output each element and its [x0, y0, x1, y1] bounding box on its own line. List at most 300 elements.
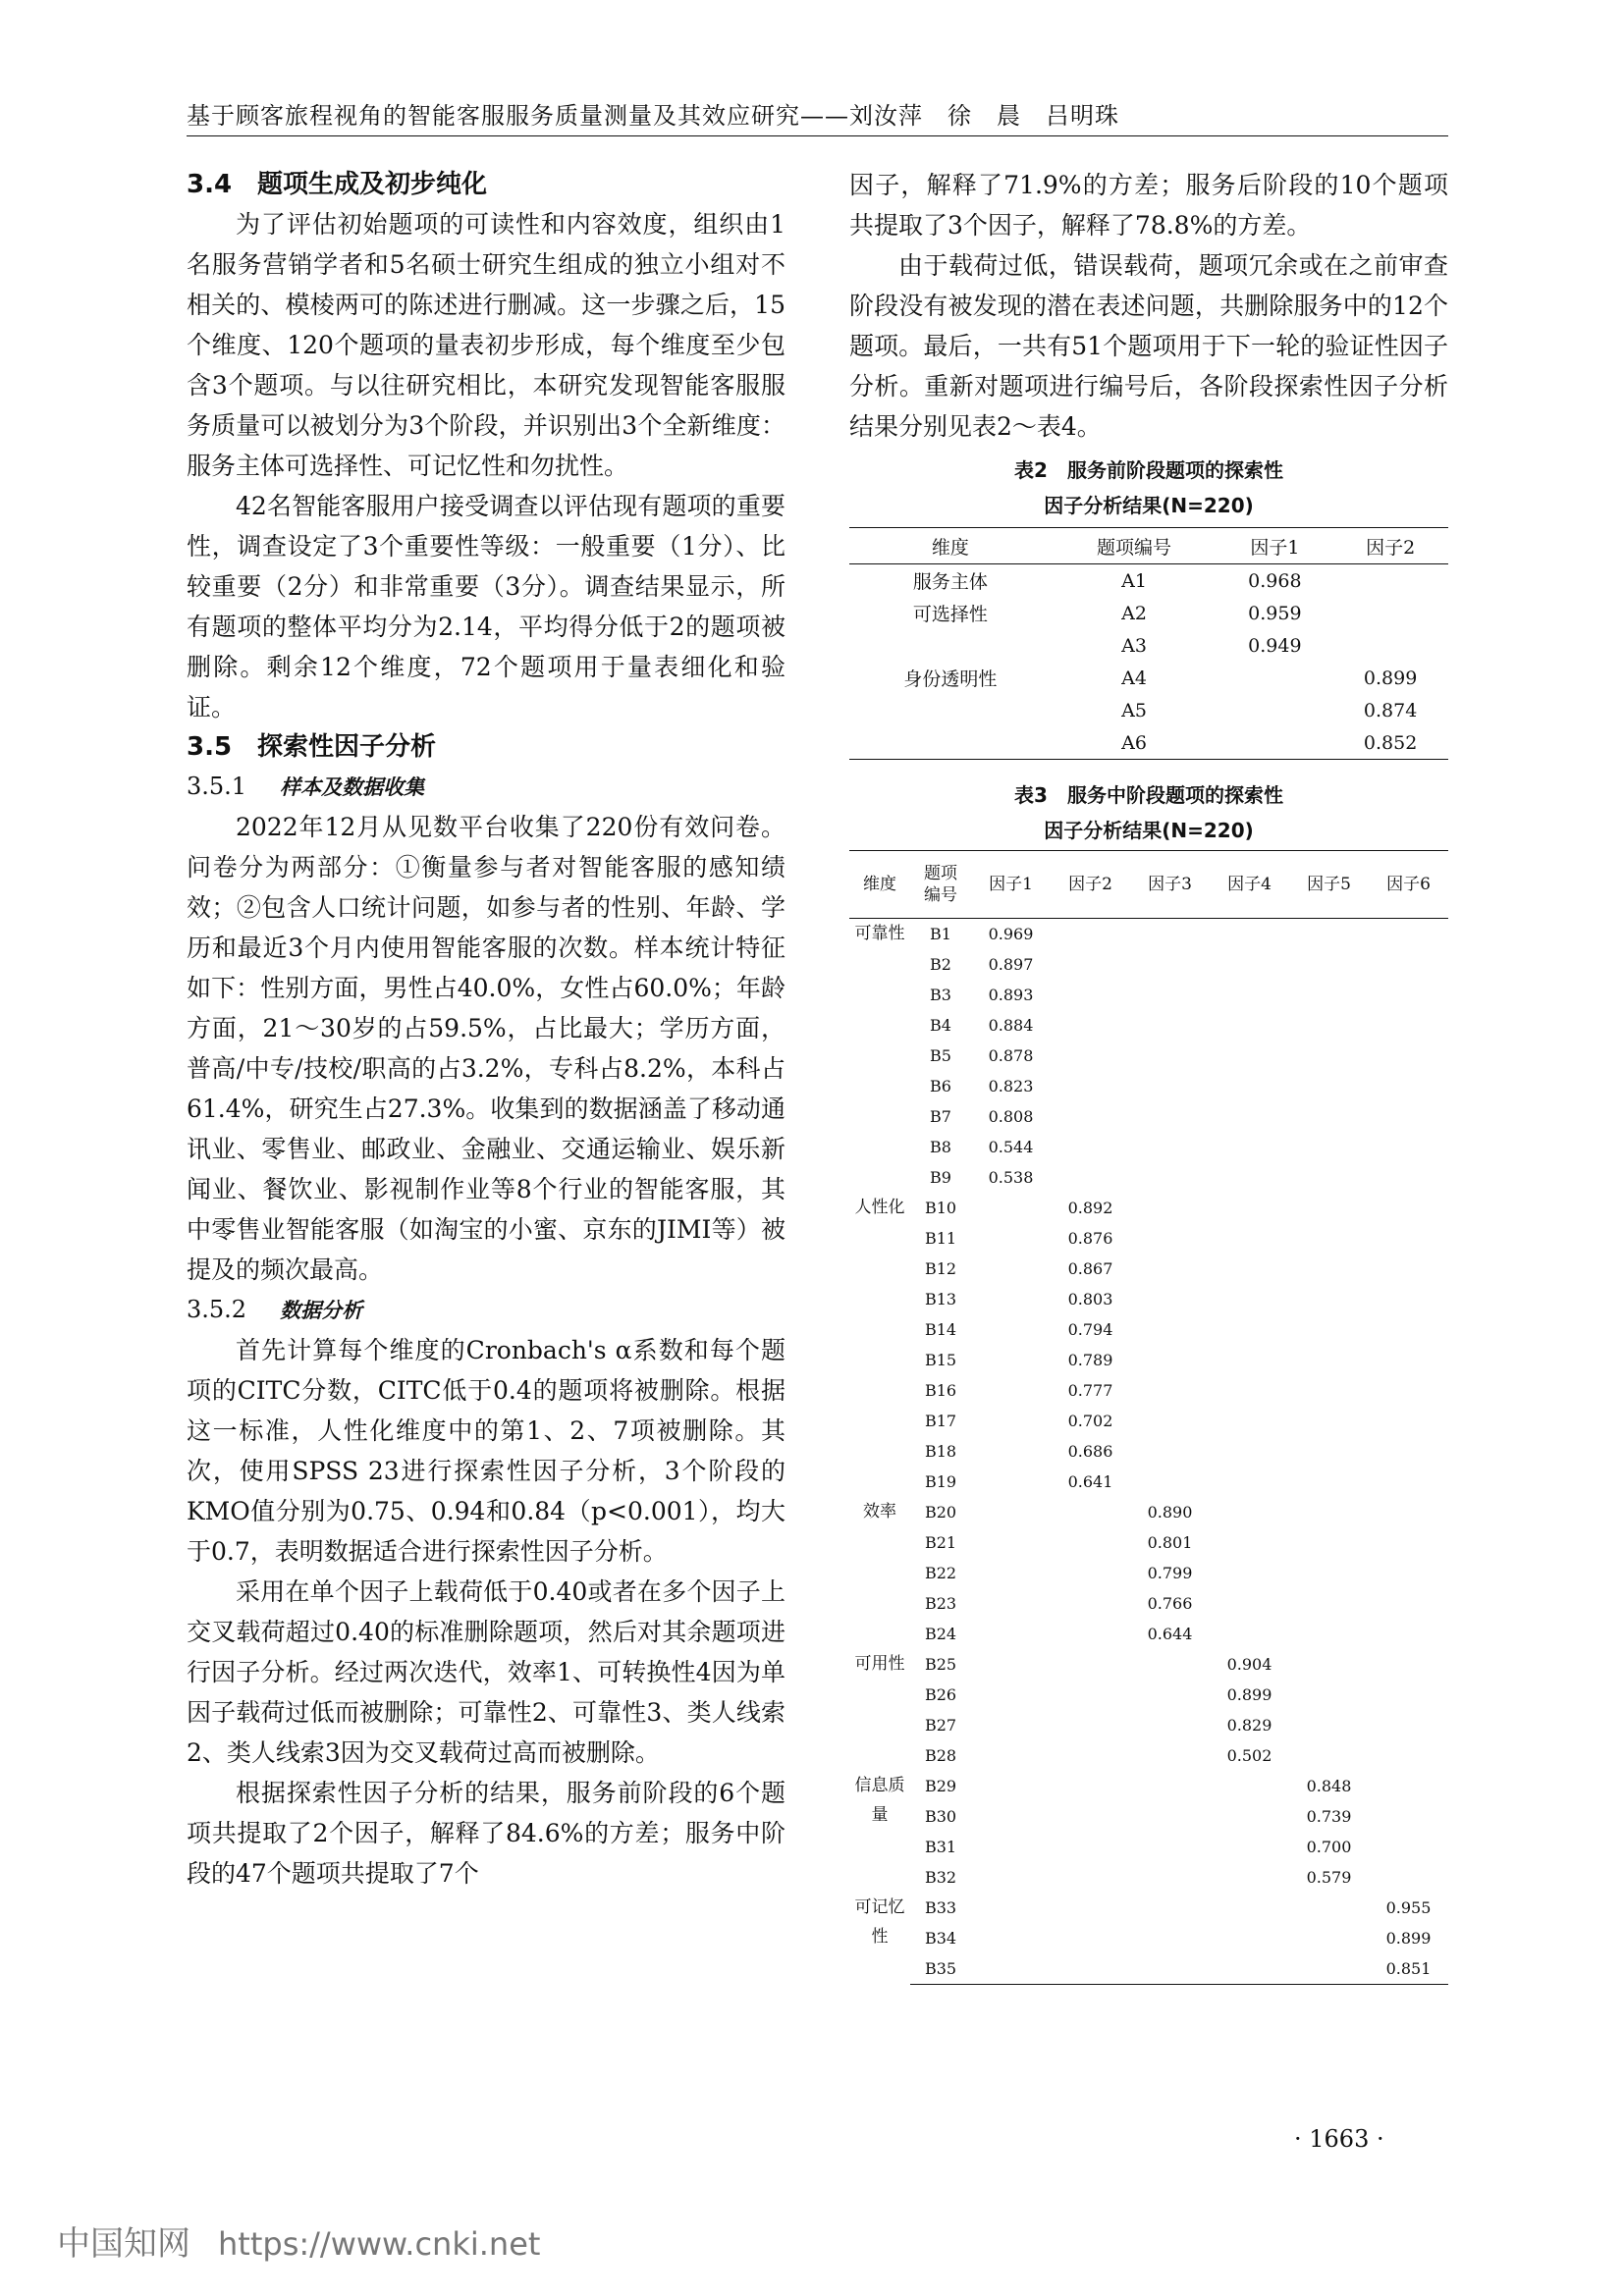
- loading-cell: [1051, 1010, 1130, 1041]
- loading-cell: 0.884: [988, 1016, 1034, 1035]
- loading-cell: 0.686: [1067, 1442, 1113, 1461]
- item-id-cell: B20: [924, 1503, 957, 1522]
- loading-cell: 0.876: [1067, 1229, 1113, 1248]
- loading-cell: [1130, 919, 1210, 950]
- loading-cell: [1210, 1953, 1289, 1985]
- loading-cell: [1289, 1740, 1369, 1771]
- item-id-cell: B8: [930, 1138, 951, 1156]
- column-header: 题项编号: [910, 851, 971, 919]
- loading-cell: [1130, 1223, 1210, 1254]
- loading-cell: 0.890: [1147, 1503, 1193, 1522]
- loading-cell: [1289, 1619, 1369, 1649]
- loading-cell: [971, 1619, 1051, 1649]
- table-3-body: [849, 919, 1448, 1985]
- loading-cell: [1130, 1771, 1210, 1801]
- table-row: [849, 1284, 1448, 1314]
- loading-cell: 0.867: [1067, 1259, 1113, 1278]
- table-row: [849, 629, 1448, 662]
- loading-cell: [1210, 1771, 1289, 1801]
- column-header: 因子2: [1332, 528, 1448, 564]
- loading-cell: [1369, 1193, 1448, 1223]
- loading-cell: 0.801: [1147, 1533, 1193, 1552]
- item-id-cell: B5: [930, 1046, 951, 1065]
- footer-watermark: [57, 2216, 540, 2265]
- loading-cell: [1130, 1923, 1210, 1953]
- dimension-cell: 信息质量: [854, 1776, 905, 1825]
- item-id-cell: B30: [924, 1807, 957, 1826]
- paragraph: 42名智能客服用户接受调查以评估现有题项的重要性，调查设定了3个重要性等级：一般重要（1分）、比较重要（2分）和非常重要（3分）。调查结果显示，所有题项的整体平均分为2.14，平均得分低于2的题项被删除。剩余12个维度，72个题项用于量表细化和验证。: [187, 492, 785, 721]
- loading-cell: [971, 1406, 1051, 1436]
- loading-cell: [1289, 1467, 1369, 1497]
- loading-cell: [971, 1740, 1051, 1771]
- dimension-cell: 人性化: [854, 1198, 905, 1217]
- loading-cell: 0.808: [988, 1107, 1034, 1126]
- loading-cell: [971, 1193, 1051, 1223]
- loading-cell: [1369, 1801, 1448, 1832]
- loading-cell: [1210, 949, 1289, 980]
- table-cell: A4: [1121, 667, 1147, 689]
- table-cell: 可选择性: [912, 604, 988, 625]
- loading-cell: [1210, 1801, 1289, 1832]
- loading-cell: [1210, 980, 1289, 1010]
- loading-cell: 0.700: [1306, 1838, 1352, 1856]
- loading-cell: [1289, 1406, 1369, 1436]
- loading-cell: [971, 1436, 1051, 1467]
- table-cell: A5: [1121, 699, 1147, 721]
- subsection-number: 3.5.2: [187, 1296, 247, 1323]
- table-row: [849, 726, 1448, 760]
- loading-cell: 0.899: [1226, 1685, 1272, 1704]
- item-id-cell: B17: [924, 1412, 957, 1430]
- item-id-cell: B19: [924, 1472, 957, 1491]
- table-cell: A3: [1121, 634, 1147, 657]
- item-id-cell: B9: [930, 1168, 951, 1187]
- table-row: [849, 1771, 1448, 1801]
- loading-cell: [1051, 1710, 1130, 1740]
- loading-cell: [1210, 1345, 1289, 1375]
- loading-cell: [1210, 1162, 1289, 1193]
- running-head-title: 基于顾客旅程视角的智能客服服务质量测量及其效应研究——刘汝萍 徐 晨 吕明珠: [187, 102, 1119, 130]
- loading-cell: [1289, 980, 1369, 1010]
- loading-cell: [1130, 1132, 1210, 1162]
- table-row: [849, 1953, 1448, 1985]
- loading-cell: [1210, 919, 1289, 950]
- loading-cell: [1369, 1101, 1448, 1132]
- loading-cell: [1369, 1619, 1448, 1649]
- loading-cell: [1210, 1223, 1289, 1254]
- table-row: [849, 980, 1448, 1010]
- table-row: [849, 1375, 1448, 1406]
- loading-cell: [1369, 1314, 1448, 1345]
- loading-cell: [1210, 1193, 1289, 1223]
- table-2-grid: [849, 527, 1448, 760]
- loading-cell: [1289, 949, 1369, 980]
- loading-cell: [971, 1801, 1051, 1832]
- loading-cell: [1130, 1953, 1210, 1985]
- column-header: 维度: [849, 851, 910, 919]
- loading-cell: [1130, 1071, 1210, 1101]
- item-id-cell: B28: [924, 1746, 957, 1765]
- loading-cell: [1369, 1649, 1448, 1680]
- footer-url: https://www.cnki.net: [218, 2225, 541, 2263]
- loading-cell: 0.579: [1306, 1868, 1352, 1887]
- item-id-cell: B35: [910, 1953, 971, 1985]
- loading-cell: [1289, 1923, 1369, 1953]
- loading-cell: [1210, 1010, 1289, 1041]
- loading-cell: [971, 1223, 1051, 1254]
- item-id-cell: B15: [924, 1351, 957, 1369]
- loading-cell: 0.794: [1067, 1320, 1113, 1339]
- table-row: [849, 1071, 1448, 1101]
- item-id-cell: B11: [924, 1229, 957, 1248]
- loading-cell: [1369, 1680, 1448, 1710]
- table-cell: [849, 726, 1052, 760]
- loading-cell: [1289, 1680, 1369, 1710]
- column-header: 因子2: [1051, 851, 1130, 919]
- loading-cell: 0.892: [1067, 1199, 1113, 1217]
- column-header: 因子1: [1217, 528, 1332, 564]
- table-cell: 服务主体: [912, 571, 988, 593]
- item-id-cell: B6: [930, 1077, 951, 1095]
- loading-cell: [1369, 1071, 1448, 1101]
- loading-cell: [971, 1558, 1051, 1588]
- loading-cell: [1289, 1223, 1369, 1254]
- table-cell: [1332, 564, 1448, 598]
- table-2: [849, 453, 1448, 760]
- loading-cell: [1051, 1680, 1130, 1710]
- table-row: [849, 1588, 1448, 1619]
- loading-cell: [1210, 1254, 1289, 1284]
- loading-cell: [1369, 1254, 1448, 1284]
- column-header: 维度: [849, 528, 1052, 564]
- table-row: [849, 1132, 1448, 1162]
- table-row: [849, 662, 1448, 694]
- loading-cell: [1369, 1436, 1448, 1467]
- loading-cell: [1210, 1101, 1289, 1132]
- subsection-title: 样本及数据收集: [280, 774, 425, 799]
- loading-cell: [1051, 1588, 1130, 1619]
- loading-cell: [1210, 1497, 1289, 1527]
- loading-cell: [1369, 1740, 1448, 1771]
- table-row: [849, 694, 1448, 726]
- loading-cell: [1369, 1345, 1448, 1375]
- table-row: [849, 1893, 1448, 1923]
- item-id-cell: B31: [924, 1838, 957, 1856]
- table-row: [849, 1193, 1448, 1223]
- loading-cell: [1369, 1010, 1448, 1041]
- table-row: [849, 1832, 1448, 1862]
- loading-cell: [1130, 1406, 1210, 1436]
- item-id-cell: B21: [924, 1533, 957, 1552]
- loading-cell: [1210, 1375, 1289, 1406]
- loading-cell: [1130, 949, 1210, 980]
- loading-cell: [1369, 1710, 1448, 1740]
- loading-cell: [1289, 1314, 1369, 1345]
- loading-cell: [1369, 1527, 1448, 1558]
- loading-cell: [1130, 1375, 1210, 1406]
- table-cell: [1217, 694, 1332, 726]
- loading-cell: [1289, 1497, 1369, 1527]
- column-header: 因子5: [1289, 851, 1369, 919]
- loading-cell: [971, 1527, 1051, 1558]
- loading-cell: [1289, 1893, 1369, 1923]
- loading-cell: 0.893: [988, 986, 1034, 1004]
- loading-cell: [1130, 1893, 1210, 1923]
- loading-cell: [1210, 1071, 1289, 1101]
- loading-cell: [1369, 980, 1448, 1010]
- loading-cell: [1289, 1101, 1369, 1132]
- loading-cell: [1130, 1041, 1210, 1071]
- table-cell: [849, 629, 1052, 662]
- section-3-4-heading: 3.4 题项生成及初步纯化: [187, 170, 488, 199]
- loading-cell: [1210, 1862, 1289, 1893]
- loading-cell: 0.538: [988, 1168, 1034, 1187]
- loading-cell: [1369, 919, 1448, 950]
- loading-cell: [1130, 980, 1210, 1010]
- loading-cell: [1210, 1893, 1289, 1923]
- loading-cell: [1051, 1893, 1130, 1923]
- table-row: [849, 1527, 1448, 1558]
- loading-cell: 0.899: [1385, 1929, 1432, 1948]
- loading-cell: [1130, 1101, 1210, 1132]
- loading-cell: [1210, 1832, 1289, 1862]
- loading-cell: [971, 1710, 1051, 1740]
- table-cell: 身份透明性: [903, 668, 998, 690]
- table-row: [849, 1254, 1448, 1284]
- table-row: [849, 1558, 1448, 1588]
- loading-cell: 0.739: [1306, 1807, 1352, 1826]
- table-row: [849, 564, 1448, 598]
- table-row: [849, 1649, 1448, 1680]
- table-cell: 0.949: [1248, 634, 1302, 657]
- loading-cell: [1051, 1071, 1130, 1101]
- item-id-cell: B32: [924, 1868, 957, 1887]
- loading-cell: [1051, 1740, 1130, 1771]
- item-id-cell: B25: [924, 1655, 957, 1674]
- loading-cell: [1130, 1436, 1210, 1467]
- loading-cell: 0.803: [1067, 1290, 1113, 1308]
- loading-cell: [1051, 1801, 1130, 1832]
- paragraph: 采用在单个因子上载荷低于0.40或者在多个因子上交叉载荷超过0.40的标准删除题项，然后对其余题项进行因子分析。经过两次迭代，效率1、可转换性4因为单因子载荷过低而被删除；可靠性2、可靠性3、类人线索2、类人线索3因为交叉载荷过高而被删除。: [187, 1577, 785, 1767]
- loading-cell: [1130, 1162, 1210, 1193]
- loading-cell: 0.848: [1306, 1777, 1352, 1795]
- loading-cell: [1369, 1832, 1448, 1862]
- paragraph: 2022年12月从见数平台收集了220份有效问卷。问卷分为两部分：①衡量参与者对智能客服的感知绩效；②包含人口统计问题，如参与者的性别、年龄、学历和最近3个月内使用智能客服的次数。样本统计特征如下：性别方面，男性占40.0%，女性占60.0%；年龄方面，21～30岁的占59.5%，占比最大；学历方面，普高/中专/技校/职高的占3.2%，专科占8.2%，本科占61.4%，研究生占27.3%。收集到的数据涵盖了移动通讯业、零售业、邮政业、金融业、交通运输业、娱乐新闻业、餐饮业、影视制作业等8个行业的智能客服，其中零售业智能客服（如淘宝的小蜜、京东的JIMI等）被提及的频次最高。: [187, 813, 785, 1284]
- loading-cell: [1289, 1953, 1369, 1985]
- loading-cell: [1130, 1254, 1210, 1284]
- loading-cell: [1051, 1527, 1130, 1558]
- loading-cell: 0.789: [1067, 1351, 1113, 1369]
- loading-cell: 0.799: [1147, 1564, 1193, 1582]
- loading-cell: [1369, 1588, 1448, 1619]
- loading-cell: [1130, 1680, 1210, 1710]
- loading-cell: 0.904: [1226, 1655, 1272, 1674]
- item-id-cell: B3: [930, 986, 951, 1004]
- table-cell: A2: [1121, 602, 1147, 624]
- loading-cell: [1289, 919, 1369, 950]
- loading-cell: [1051, 980, 1130, 1010]
- loading-cell: [1051, 1953, 1130, 1985]
- loading-cell: 0.766: [1147, 1594, 1193, 1613]
- loading-cell: [1051, 1862, 1130, 1893]
- loading-cell: [1369, 1406, 1448, 1436]
- loading-cell: [1130, 1010, 1210, 1041]
- loading-cell: [971, 1832, 1051, 1862]
- loading-cell: [1210, 1923, 1289, 1953]
- loading-cell: [1130, 1862, 1210, 1893]
- loading-cell: 0.969: [988, 925, 1034, 943]
- loading-cell: [1289, 1436, 1369, 1467]
- item-id-cell: B24: [924, 1625, 957, 1643]
- loading-cell: [1289, 1132, 1369, 1162]
- loading-cell: 0.851: [1369, 1953, 1448, 1985]
- loading-cell: [1289, 1193, 1369, 1223]
- loading-cell: [1130, 1345, 1210, 1375]
- loading-cell: [1369, 1862, 1448, 1893]
- table-row: [849, 1801, 1448, 1832]
- loading-cell: [1210, 1558, 1289, 1588]
- loading-cell: [971, 1588, 1051, 1619]
- page-number: · 1663 ·: [1294, 2125, 1384, 2153]
- loading-cell: [1051, 1101, 1130, 1132]
- loading-cell: [1369, 1771, 1448, 1801]
- loading-cell: [1289, 1527, 1369, 1558]
- table-cell: [849, 694, 1052, 726]
- table-row: [849, 1406, 1448, 1436]
- loading-cell: [1289, 1558, 1369, 1588]
- table-row: [849, 1862, 1448, 1893]
- table-cell: [1332, 629, 1448, 662]
- paragraph: 因子，解释了71.9%的方差；服务后阶段的10个题项共提取了3个因子，解释了78.8%的方差。: [849, 171, 1448, 240]
- loading-cell: [971, 1649, 1051, 1680]
- subsection-title: 数据分析: [280, 1298, 363, 1322]
- loading-cell: [1369, 1558, 1448, 1588]
- loading-cell: [1051, 1497, 1130, 1527]
- item-id-cell: B1: [930, 925, 951, 943]
- paragraph: 为了评估初始题项的可读性和内容效度，组织由1名服务营销学者和5名硕士研究生组成的独立小组对不相关的、模棱两可的陈述进行删减。这一步骤之后，15个维度、120个题项的量表初步形成，每个维度至少包含3个题项。与以往研究相比，本研究发现智能客服服务质量可以被划分为3个阶段，并识别出3个全新维度：服务主体可选择性、可记忆性和勿扰性。: [187, 210, 785, 480]
- loading-cell: 0.897: [988, 955, 1034, 974]
- table-cell: 0.968: [1248, 569, 1302, 592]
- header-rule: [187, 135, 1448, 136]
- item-id-cell: B27: [924, 1716, 957, 1735]
- right-column: [849, 165, 1448, 1985]
- loading-cell: 0.829: [1226, 1716, 1272, 1735]
- footer-brand: 中国知网: [57, 2224, 190, 2264]
- item-id-cell: B29: [924, 1777, 957, 1795]
- table-cell: 0.959: [1248, 602, 1302, 624]
- loading-cell: [1130, 1832, 1210, 1862]
- table-row: [849, 1467, 1448, 1497]
- table-3-grid: [849, 850, 1448, 1985]
- item-id-cell: B14: [924, 1320, 957, 1339]
- table-cell: A1: [1121, 569, 1147, 592]
- loading-cell: [1369, 1223, 1448, 1254]
- item-id-cell: B23: [924, 1594, 957, 1613]
- table-row: [849, 1345, 1448, 1375]
- table-row: [849, 1680, 1448, 1710]
- loading-cell: [1289, 1284, 1369, 1314]
- table-row: [849, 1923, 1448, 1953]
- loading-cell: [971, 1345, 1051, 1375]
- table-row: [849, 1436, 1448, 1467]
- table-cell: [1217, 662, 1332, 694]
- loading-cell: [1369, 1497, 1448, 1527]
- dimension-cell: 效率: [863, 1502, 896, 1522]
- loading-cell: [1210, 1406, 1289, 1436]
- loading-cell: [1051, 1832, 1130, 1862]
- table-3-caption-line1: 表3 服务中阶段题项的探索性: [1014, 783, 1283, 807]
- table-row: [849, 1710, 1448, 1740]
- table-cell: [1332, 597, 1448, 629]
- loading-cell: [1369, 949, 1448, 980]
- table-3-caption-line2: 因子分析结果(N=220): [1044, 819, 1254, 842]
- loading-cell: [1051, 1558, 1130, 1588]
- loading-cell: [1130, 1740, 1210, 1771]
- item-id-cell: B10: [924, 1199, 957, 1217]
- loading-cell: 0.502: [1226, 1746, 1272, 1765]
- loading-cell: [971, 1923, 1051, 1953]
- paragraph: 根据探索性因子分析的结果，服务前阶段的6个题项共提取了2个因子，解释了84.6%的方差；服务中阶段的47个题项共提取了7个: [187, 1779, 785, 1888]
- dimension-cell: 可靠性: [854, 924, 905, 943]
- item-id-cell: B33: [924, 1898, 957, 1917]
- item-id-cell: B34: [924, 1929, 957, 1948]
- loading-cell: 0.823: [988, 1077, 1034, 1095]
- loading-cell: 0.702: [1067, 1412, 1113, 1430]
- loading-cell: [1130, 1284, 1210, 1314]
- table-row: [849, 1497, 1448, 1527]
- item-id-cell: B22: [924, 1564, 957, 1582]
- subsection-3-5-1-heading: [187, 767, 785, 807]
- dimension-cell: 可记忆性: [854, 1897, 905, 1947]
- table-row: [849, 1740, 1448, 1771]
- table-row: [849, 919, 1448, 950]
- loading-cell: [1051, 1162, 1130, 1193]
- loading-cell: [971, 1254, 1051, 1284]
- item-id-cell: B18: [924, 1442, 957, 1461]
- loading-cell: 0.777: [1067, 1381, 1113, 1400]
- loading-cell: [1369, 1375, 1448, 1406]
- table-cell: 0.874: [1363, 699, 1418, 721]
- loading-cell: 0.878: [988, 1046, 1034, 1065]
- table-row: [849, 597, 1448, 629]
- loading-cell: [1051, 1132, 1130, 1162]
- subsection-number: 3.5.1: [187, 773, 247, 800]
- table-cell: 0.852: [1332, 726, 1448, 760]
- table-2-caption-line2: 因子分析结果(N=220): [1044, 494, 1254, 517]
- left-column: [187, 165, 785, 1894]
- loading-cell: [971, 1284, 1051, 1314]
- loading-cell: [1130, 1314, 1210, 1345]
- loading-cell: [971, 1771, 1051, 1801]
- loading-cell: [1369, 1284, 1448, 1314]
- item-id-cell: B13: [924, 1290, 957, 1308]
- loading-cell: [1210, 1314, 1289, 1345]
- table-cell: [1217, 726, 1332, 760]
- loading-cell: [1210, 1041, 1289, 1071]
- loading-cell: [1289, 1254, 1369, 1284]
- loading-cell: [1210, 1132, 1289, 1162]
- loading-cell: [971, 1862, 1051, 1893]
- loading-cell: 0.544: [988, 1138, 1034, 1156]
- loading-cell: [1210, 1619, 1289, 1649]
- paragraph: 首先计算每个维度的Cronbach's α系数和每个题项的CITC分数，CITC低于0.4的题项将被删除。根据这一标准，人性化维度中的第1、2、7项被删除。其次，使用SPSS 23进行探索性因子分析，3个阶段的KMO值分别为0.75、0.94和0.84（p<0.001），均大于0.7，表明数据适合进行探索性因子分析。: [187, 1336, 785, 1566]
- loading-cell: [1210, 1588, 1289, 1619]
- loading-cell: [1130, 1649, 1210, 1680]
- table-3: [849, 777, 1448, 1985]
- table-row: [849, 1101, 1448, 1132]
- loading-cell: [1210, 1467, 1289, 1497]
- loading-cell: [1289, 1071, 1369, 1101]
